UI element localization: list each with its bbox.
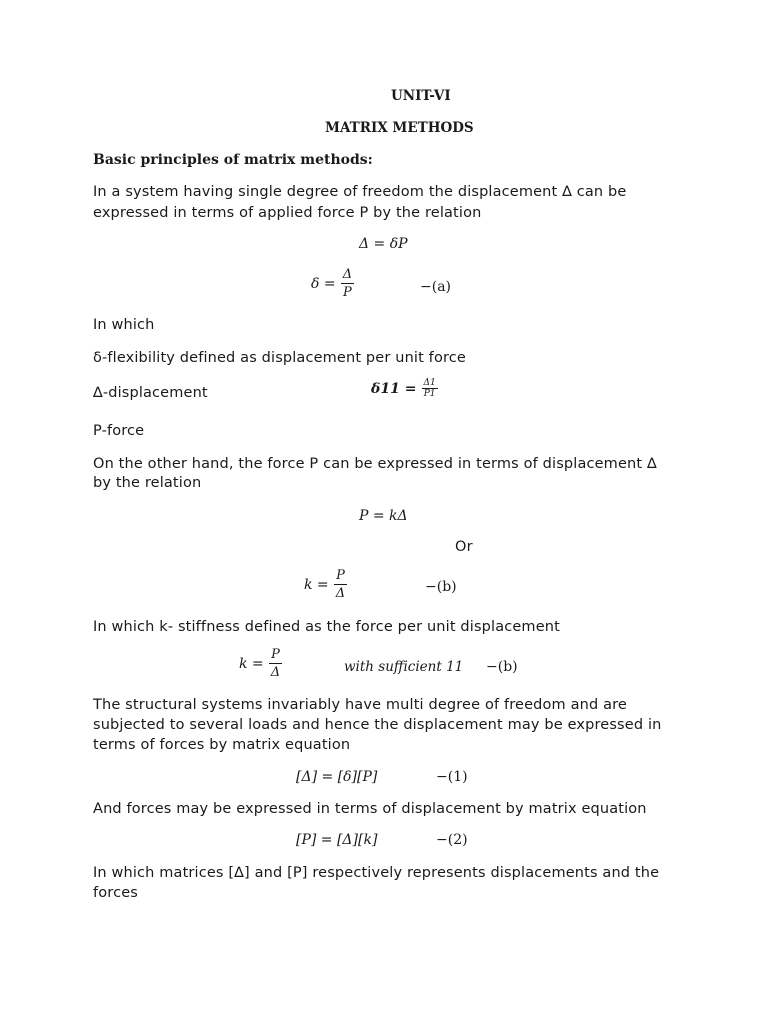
fraction-denominator: Δ bbox=[335, 586, 346, 601]
equation-a bbox=[311, 266, 354, 301]
or-text: Or bbox=[455, 539, 473, 555]
fraction-numerator: Δ bbox=[342, 267, 353, 282]
equation-lhs: δ = bbox=[311, 276, 336, 292]
fraction bbox=[422, 378, 438, 399]
equation-delta11 bbox=[371, 378, 438, 399]
paragraph-line: In a system having single degree of freedom the displacement ∆ can be bbox=[93, 184, 627, 200]
paragraph-line: On the other hand, the force P can be expressed in terms of displacement ∆ bbox=[93, 456, 657, 472]
equation-tag: −(1) bbox=[436, 769, 468, 785]
paragraph-line: terms of forces by matrix equation bbox=[93, 737, 351, 753]
fraction-denominator: P bbox=[343, 285, 352, 300]
equation-tag: −(b) bbox=[425, 579, 457, 595]
equation-tag: −(a) bbox=[420, 279, 452, 295]
paragraph-line: by the relation bbox=[93, 475, 202, 491]
paragraph-line: expressed in terms of applied force P by the relation bbox=[93, 205, 482, 221]
equation-delta: Δ = δP bbox=[359, 236, 408, 252]
paragraph-line: In which bbox=[93, 317, 155, 333]
paragraph-line: In which k- stiffness defined as the force per unit displacement bbox=[93, 619, 560, 635]
equation-b2 bbox=[239, 646, 282, 681]
fraction bbox=[341, 266, 354, 301]
fraction-numerator: P bbox=[334, 567, 347, 585]
paragraph-line: forces bbox=[93, 885, 138, 901]
fraction-denominator: Δ bbox=[270, 665, 281, 680]
fraction bbox=[334, 567, 347, 602]
equation-1: [Δ] = [δ][P] bbox=[296, 769, 378, 785]
equation-tag: −(2) bbox=[436, 832, 468, 848]
definition-displacement: ∆-displacement bbox=[93, 385, 208, 401]
paragraph-line: And forces may be expressed in terms of displacement by matrix equation bbox=[93, 801, 647, 817]
fraction bbox=[269, 646, 282, 681]
equation-b1 bbox=[304, 567, 347, 602]
equation-p: P = kΔ bbox=[359, 508, 408, 524]
fraction-numerator: P bbox=[269, 646, 282, 664]
paragraph-line: In which matrices [∆] and [P] respectively represents displacements and the bbox=[93, 865, 660, 881]
definition-flexibility: δ-flexibility defined as displacement per unit force bbox=[93, 350, 466, 366]
equation-tag: −(b) bbox=[486, 659, 518, 675]
equation-lhs: k = bbox=[304, 577, 329, 593]
equation-note: with sufficient 11 bbox=[344, 659, 464, 675]
paragraph-line: The structural systems invariably have multi degree of freedom and are bbox=[93, 697, 627, 713]
paragraph-line: subjected to several loads and hence the displacement may be expressed in bbox=[93, 717, 662, 733]
subheading: Basic principles of matrix methods: bbox=[93, 152, 373, 168]
section-title: MATRIX METHODS bbox=[325, 120, 474, 136]
equation-2: [P] = [Δ][k] bbox=[296, 832, 378, 848]
equation-lhs: k = bbox=[239, 656, 264, 672]
fraction-denominator: P1 bbox=[423, 389, 436, 399]
definition-force: P-force bbox=[93, 423, 145, 439]
unit-title: UNIT-VI bbox=[391, 88, 451, 104]
fraction-numerator: Δ1 bbox=[423, 378, 436, 388]
equation-lhs: δ11 = bbox=[371, 381, 417, 397]
